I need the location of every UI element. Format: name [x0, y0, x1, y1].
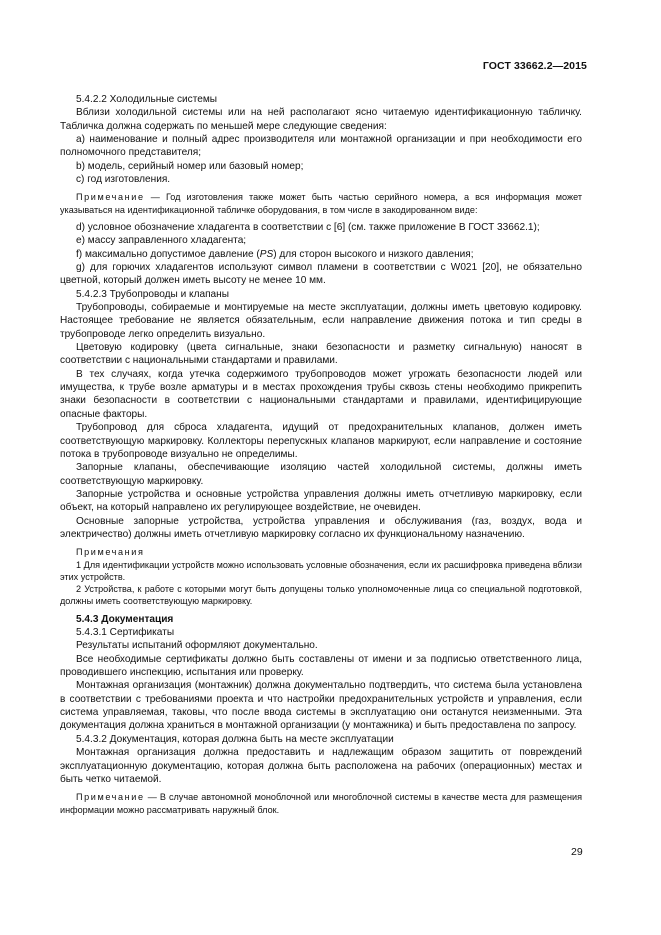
paragraph: Монтажная организация должна предоставить и надлежащим образом защитить от повреждений эксплуатационную документацию, которая должна быть расположена на рабочих (операционных) местах и быть четко читаемой.	[60, 747, 582, 785]
paragraph: Запорные клапаны, обеспечивающие изоляцию частей холодильной системы, должны иметь соответствующую маркировку.	[60, 462, 582, 487]
note-1	[60, 191, 582, 216]
paragraph: Трубопровод для сброса хладагента, идущий от предохранительных клапанов, должен иметь соответствующую маркировку. Коллекторы перепускных клапанов маркируют, если направление и состояние потока в трубопроводе визуально не определимы.	[60, 422, 582, 460]
paragraph: Все необходимые сертификаты должно быть составлены от имени и за подписью ответственного лица, проводившего инспекцию, испытания или проверку.	[60, 653, 582, 679]
note-3	[60, 791, 582, 816]
paragraph: Результаты испытаний оформляют документально.	[76, 640, 318, 652]
notes-label: Примечания	[76, 547, 145, 558]
note-2-2: 2 Устройства, к работе с которыми могут быть допущены только уполномоченные лица со специальной подготовкой, должны иметь соответствующую маркировку.	[60, 584, 582, 607]
paragraph: В тех случаях, когда утечка содержимого трубопроводов может угрожать безопасности людей или имущества, к трубе возле арматуры и в местах прохождения трубы сквозь стены необходимо прикрепить знаки безопасности в соответствии с национальными стандартами и правилами, идентифицирующие опасные факторы.	[60, 368, 582, 420]
paragraph: Монтажная организация (монтажник) должна документально подтвердить, что система была установлена в соответствии с требованиями проекта и что настройки предохранительных устройств и управления, если система управляемая, таковы, что после ввода системы в эксплуатацию они останутся неизменными. Эта документация должна храниться в монтажной организации (у монтажника) и быть предоставлена по запросу.	[60, 680, 582, 732]
note-label: Примечание	[76, 792, 145, 803]
ps-symbol: PS	[259, 248, 274, 260]
list-item-g: g) для горючих хладагентов используют символ пламени в соответствии с W021 [20], не обязательно цветной, который должен иметь высоту не менее 10 мм.	[60, 262, 582, 287]
list-item-c: c) год изготовления.	[76, 174, 171, 186]
section-5-4-3-title: 5.4.3 Документация	[76, 613, 174, 625]
list-item-a: a) наименование и полный адрес производителя или монтажной организации и при необходимости его полномочного представителя;	[60, 134, 582, 159]
page-number: 29	[571, 846, 583, 858]
paragraph: Трубопроводы, собираемые и монтируемые на месте эксплуатации, должны иметь цветовую кодировку. Настоящее требование не является обязательным, если направление движения потока и тип среды в трубопроводе легко определить визуально.	[60, 302, 582, 340]
paragraph: Запорные устройства и основные устройства управления должны иметь отчетливую маркировку, если объект, на который направлено их регулирующее воздействие, не очевиден.	[60, 488, 582, 514]
note-text: — Год изготовления также может быть частью серийного номера, а вся информация может указываться на идентификационной табличке оборудования, в том числе в закодированном виде:	[60, 192, 582, 215]
list-item-e: e) массу заправленного хладагента;	[76, 235, 247, 247]
list-item-d: d) условное обозначение хладагента в соответствии с [6] (см. также приложение В ГОСТ 33662.1);	[76, 222, 540, 233]
section-5-4-2-2-title: 5.4.2.2 Холодильные системы	[76, 94, 218, 105]
note-text: — В случае автономной моноблочной или многоблочной системы в качестве места для размещения информации можно рассматривать наружный блок.	[60, 792, 582, 815]
list-item-b: b) модель, серийный номер или базовый номер;	[76, 160, 304, 172]
standard-designation: ГОСТ 33662.2—2015	[482, 60, 587, 72]
section-5-4-3-2-title: 5.4.3.2 Документация, которая должна быть на месте эксплуатации	[76, 733, 394, 745]
list-item-f-text: f) максимально допустимое давление (	[76, 248, 260, 260]
note-label: Примечание	[76, 192, 145, 203]
note-2-1: 1 Для идентификации устройств можно использовать условные обозначения, если их расшифровка приведена вблизи этих устройств.	[60, 559, 582, 582]
list-item-f	[60, 248, 582, 261]
paragraph: Цветовую кодировку (цвета сигнальные, знаки безопасности и разметку сигнальную) наносят в соответствии с национальными стандартами и правилами.	[60, 342, 582, 367]
list-item-f-text-end: ) для сторон высокого и низкого давления;	[273, 248, 474, 260]
page-body	[60, 93, 582, 816]
section-5-4-3-1-title: 5.4.3.1 Сертификаты	[76, 627, 175, 639]
section-5-4-2-3-title: 5.4.2.3 Трубопроводы и клапаны	[76, 288, 229, 300]
paragraph: Вблизи холодильной системы или на ней располагают ясно читаемую идентификационную табличку. Табличка должна содержать по меньшей мере следующие сведения:	[60, 107, 582, 132]
paragraph: Основные запорные устройства, устройства управления и обслуживания (газ, воздух, вода и электричество) должны иметь отчетливую маркировку согласно их функциональному назначению.	[60, 515, 582, 540]
